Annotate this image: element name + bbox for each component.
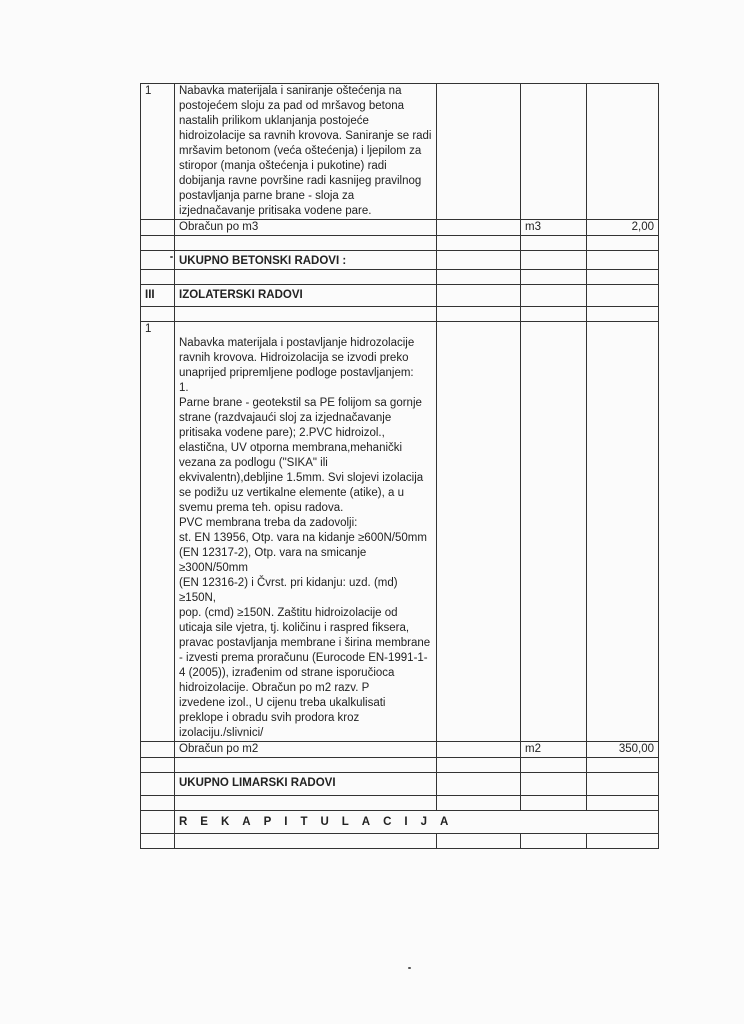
item-number: 1 [141,84,175,220]
item-number: 1 [141,322,175,742]
quantity: 350,00 [587,742,659,758]
table-row [141,742,659,758]
table-row [141,322,659,742]
item-description: Nabavka materijala i postavljanje hidrozolacije ravnih krovova. Hidroizolacija se izvodi preko unaprijed pripremljene podloge postavljanjem: 1. Parne brane - geotekstil sa PE folijom sa gornje strane (razdvajaući sloj za izjednačavanje pritisaka vodene pare); 2.PVC hidroizol., elastična, UV otporna membrana,mehanički vezana za podlogu ("SIKA" ili ekvivalentn),debljine 1.5mm. Svi slojevi izolacija se podižu uz vertikalne elemente (atike), a u svemu prema teh. opisu radova. PVC membrana treba da zadovolji: st. EN 13956, Otp. vara na kidanje ≥600N/50mm (EN 12317-2), Otp. vara na smicanje ≥300N/50mm (EN 12316-2) i Čvrst. pri kidanju: uzd. (md) ≥150N, pop. (cmd) ≥150N. Zaštitu hidroizolacije od uticaja sile vjetra, tj. količinu i raspred fiksera, pravac postavljanja membrane i širina membrane - izvesti prema proračunu (Eurocode EN-1991-1-4 (2005)), izrađenim od strane isporučioca hidroizolacije. Obračun po m2 razv. P izvedene izol., U cijenu treba ukalkulisati preklope i obradu svih prodora kroz izolaciju./slivnici/ [175,322,437,742]
table-row [141,285,659,307]
table-row [141,773,659,796]
section-title: IZOLATERSKI RADOVI [175,285,437,307]
unit: m3 [521,220,587,236]
table-row [141,811,659,834]
item-description: Nabavka materijala i saniranje oštećenja na postojećem sloju za pad od mršavog betona nastalih prilikom uklanjanja postojeće hidroizolacije sa ravnih krovova. Saniranje se radi mršavim betonom (veća oštećenja) i ljepilom za stiropor (manja oštećenja i pukotine) radi dobijanja ravne površine radi kasnijeg pravilnog postavljanja parne brane - sloja za izjednačavanje pritisaka vodene pare. [175,84,437,220]
table-row [141,758,659,773]
total-concrete-works: UKUPNO BETONSKI RADOVI : [175,251,437,270]
table-row [141,834,659,849]
total-sheet-metal-works: UKUPNO LIMARSKI RADOVI [175,773,437,796]
table-row [141,796,659,811]
table-row [141,84,659,220]
table-row [141,307,659,322]
table-row [141,220,659,236]
scan-speck [170,256,173,258]
table-row [141,251,659,270]
quantity: 2,00 [587,220,659,236]
calculation-basis: Obračun po m2 [175,742,437,758]
table-row [141,236,659,251]
recapitulation-heading: REKAPITULACIJA [175,811,659,834]
table-row [141,270,659,285]
bill-of-quantities-table [140,83,659,849]
section-number: III [141,285,175,307]
scan-speck [408,967,411,969]
unit: m2 [521,742,587,758]
calculation-basis: Obračun po m3 [175,220,437,236]
